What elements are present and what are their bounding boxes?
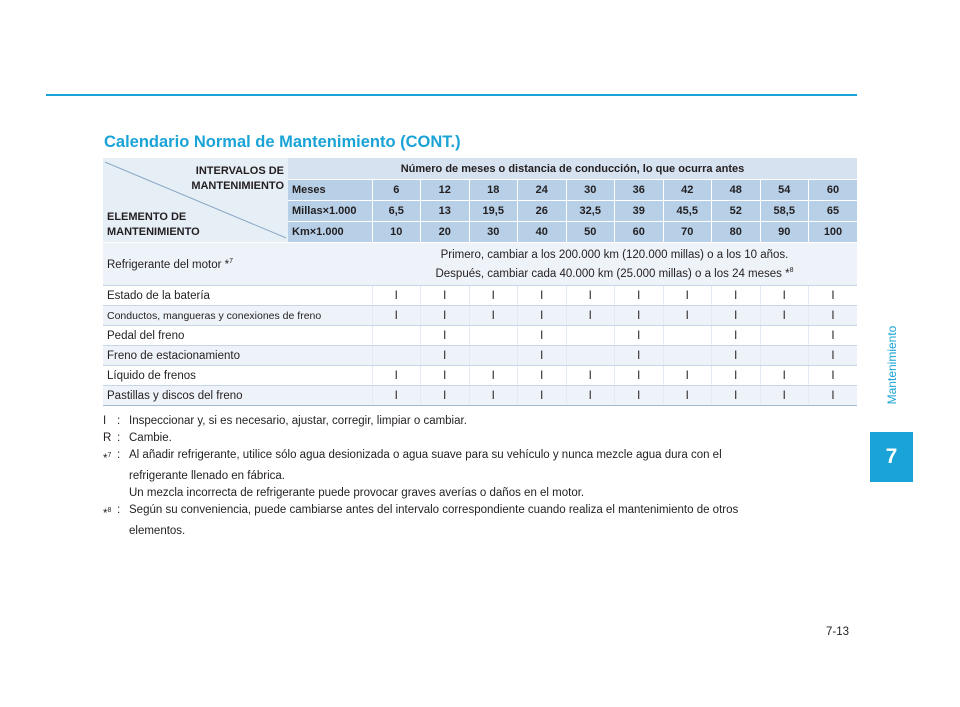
unit-value: 20 [421,222,470,243]
intervals-label: INTERVALOS DE MANTENIMIENTO [191,165,284,192]
service-mark: I [615,346,664,366]
unit-value: 36 [615,180,664,201]
unit-value: 48 [712,180,761,201]
service-mark: I [421,366,470,386]
side-tab-label: Mantenimiento [885,325,899,405]
service-mark: I [421,306,470,326]
service-mark: I [566,286,615,306]
legend-line [103,502,823,523]
service-mark: I [372,366,421,386]
table-row [103,286,857,306]
service-mark: I [518,306,567,326]
unit-value: 13 [421,201,470,222]
item-label: Pedal del freno [103,326,372,346]
footnote-ref: 8 [789,266,794,274]
item-label: Freno de estacionamiento [103,346,372,366]
item-label: Líquido de frenos [103,366,372,386]
table-row [103,386,857,406]
unit-value: 70 [663,222,712,243]
service-mark: I [663,386,712,406]
table-row [103,326,857,346]
service-mark: I [712,306,761,326]
legend-key-text: I [103,415,107,427]
chapter-number-tab: 7 [870,432,913,482]
service-mark: I [421,346,470,366]
service-mark [760,326,809,346]
service-mark: I [372,286,421,306]
legend-line [103,447,823,468]
unit-value: 30 [566,180,615,201]
unit-value: 60 [615,222,664,243]
service-mark: I [663,366,712,386]
unit-value: 90 [760,222,809,243]
service-mark: I [809,326,858,346]
service-mark: I [712,346,761,366]
service-mark: I [372,386,421,406]
section-title: Calendario Normal de Mantenimiento (CONT.) [104,133,461,151]
service-mark: I [469,366,518,386]
service-mark: I [809,346,858,366]
footnote-ref: 8 [107,506,112,514]
service-mark: I [518,286,567,306]
unit-value: 80 [712,222,761,243]
unit-value: 100 [809,222,858,243]
legend-key [103,523,117,540]
service-mark: I [421,386,470,406]
legend-line [103,413,823,430]
unit-value: 32,5 [566,201,615,222]
legend-separator: : [117,432,121,444]
element-label: ELEMENTO DE MANTENIMIENTO [107,211,200,238]
unit-value: 65 [809,201,858,222]
service-mark [469,326,518,346]
legend-separator: : [117,415,121,427]
unit-value: 24 [518,180,567,201]
service-mark: I [615,326,664,346]
table-row [103,366,857,386]
legend-key [103,502,117,523]
unit-label: Millas×1.000 [288,201,372,222]
service-mark: I [615,306,664,326]
item-label [103,243,372,286]
service-mark: I [712,386,761,406]
unit-value: 12 [421,180,470,201]
coolant-row [103,243,857,286]
unit-value: 40 [518,222,567,243]
service-mark: I [760,366,809,386]
service-mark: I [518,346,567,366]
legend-line [103,430,823,447]
maintenance-schedule-table [103,158,857,406]
page-number: 7-13 [826,626,850,638]
legend-key-text: * [103,452,108,465]
table-row [103,346,857,366]
service-mark: I [809,286,858,306]
legend-key [103,485,117,502]
legend-text: Al añadir refrigerante, utilice sólo agua desionizada o agua suave para su vehículo y nunca mezcle agua dura con el [129,449,722,461]
legend-line [103,485,823,502]
table-main-header: Número de meses o distancia de conducción, lo que ocurra antes [288,158,857,180]
service-mark: I [518,326,567,346]
legend-line [103,468,823,485]
service-mark: I [760,306,809,326]
unit-value: 10 [372,222,421,243]
legend-text: Inspeccionar y, si es necesario, ajustar, corregir, limpiar o cambiar. [129,415,467,427]
service-mark [663,346,712,366]
service-mark: I [809,366,858,386]
legend-text: refrigerante llenado en fábrica. [129,469,285,482]
service-mark: I [518,386,567,406]
service-mark: I [663,306,712,326]
service-mark: I [566,306,615,326]
legend-key-text: * [103,507,108,520]
service-mark: I [518,366,567,386]
footnote-ref: 7 [107,452,112,459]
service-mark: I [469,386,518,406]
table-row [103,306,857,326]
legend [103,413,823,540]
unit-value: 19,5 [469,201,518,222]
unit-value: 42 [663,180,712,201]
coolant-note-line [372,263,857,282]
legend-key [103,447,117,468]
service-mark: I [615,366,664,386]
service-mark: I [469,306,518,326]
service-mark: I [809,386,858,406]
legend-separator: : [117,449,121,461]
service-mark: I [712,366,761,386]
footnote-ref: 7 [229,257,233,265]
service-mark [760,346,809,366]
unit-label: Meses [288,180,372,201]
legend-text: Un mezcla incorrecta de refrigerante puede provocar graves averías o daños en el motor. [129,486,585,499]
unit-value: 54 [760,180,809,201]
table-corner-header [103,158,288,243]
coolant-note [372,243,857,286]
unit-value: 30 [469,222,518,243]
item-label: Estado de la batería [103,286,372,306]
service-mark: I [712,286,761,306]
service-mark: I [421,286,470,306]
service-mark: I [615,386,664,406]
legend-key [103,430,117,447]
legend-separator [117,523,129,540]
service-mark: I [663,286,712,306]
legend-key [103,413,117,430]
service-mark: I [421,326,470,346]
service-mark [469,346,518,366]
legend-separator [117,485,129,502]
service-mark [566,326,615,346]
service-mark: I [469,286,518,306]
unit-value: 50 [566,222,615,243]
service-mark: I [372,306,421,326]
unit-value: 6 [372,180,421,201]
legend-text: Cambie. [129,432,172,444]
service-mark: I [566,366,615,386]
unit-value: 52 [712,201,761,222]
item-label-text: Refrigerante del motor * [107,258,230,271]
service-mark: I [809,306,858,326]
unit-label: Km×1.000 [288,222,372,243]
item-label: Conductos, mangueras y conexiones de freno [103,306,372,326]
legend-key-text: R [103,432,112,444]
service-mark: I [760,386,809,406]
service-mark: I [760,286,809,306]
coolant-note-line: Primero, cambiar a los 200.000 km (120.000 millas) o a los 10 años. [440,248,789,261]
item-label: Pastillas y discos del freno [103,386,372,406]
service-mark [372,326,421,346]
coolant-note-text: Después, cambiar cada 40.000 km (25.000 millas) o a los 24 meses * [435,267,790,280]
service-mark: I [566,386,615,406]
legend-separator [117,468,129,485]
service-mark [566,346,615,366]
legend-separator: : [117,503,121,516]
unit-value: 58,5 [760,201,809,222]
service-mark [372,346,421,366]
unit-value: 45,5 [663,201,712,222]
service-mark: I [712,326,761,346]
legend-key [103,468,117,485]
service-mark [663,326,712,346]
legend-line [103,523,823,540]
legend-text: Según su conveniencia, puede cambiarse antes del intervalo correspondiente cuando realiza el mantenimiento de otros [129,503,739,516]
unit-value: 39 [615,201,664,222]
service-mark: I [615,286,664,306]
unit-value: 18 [469,180,518,201]
unit-value: 26 [518,201,567,222]
legend-text: elementos. [129,524,186,537]
unit-value: 6,5 [372,201,421,222]
top-rule [46,94,857,96]
unit-value: 60 [809,180,858,201]
